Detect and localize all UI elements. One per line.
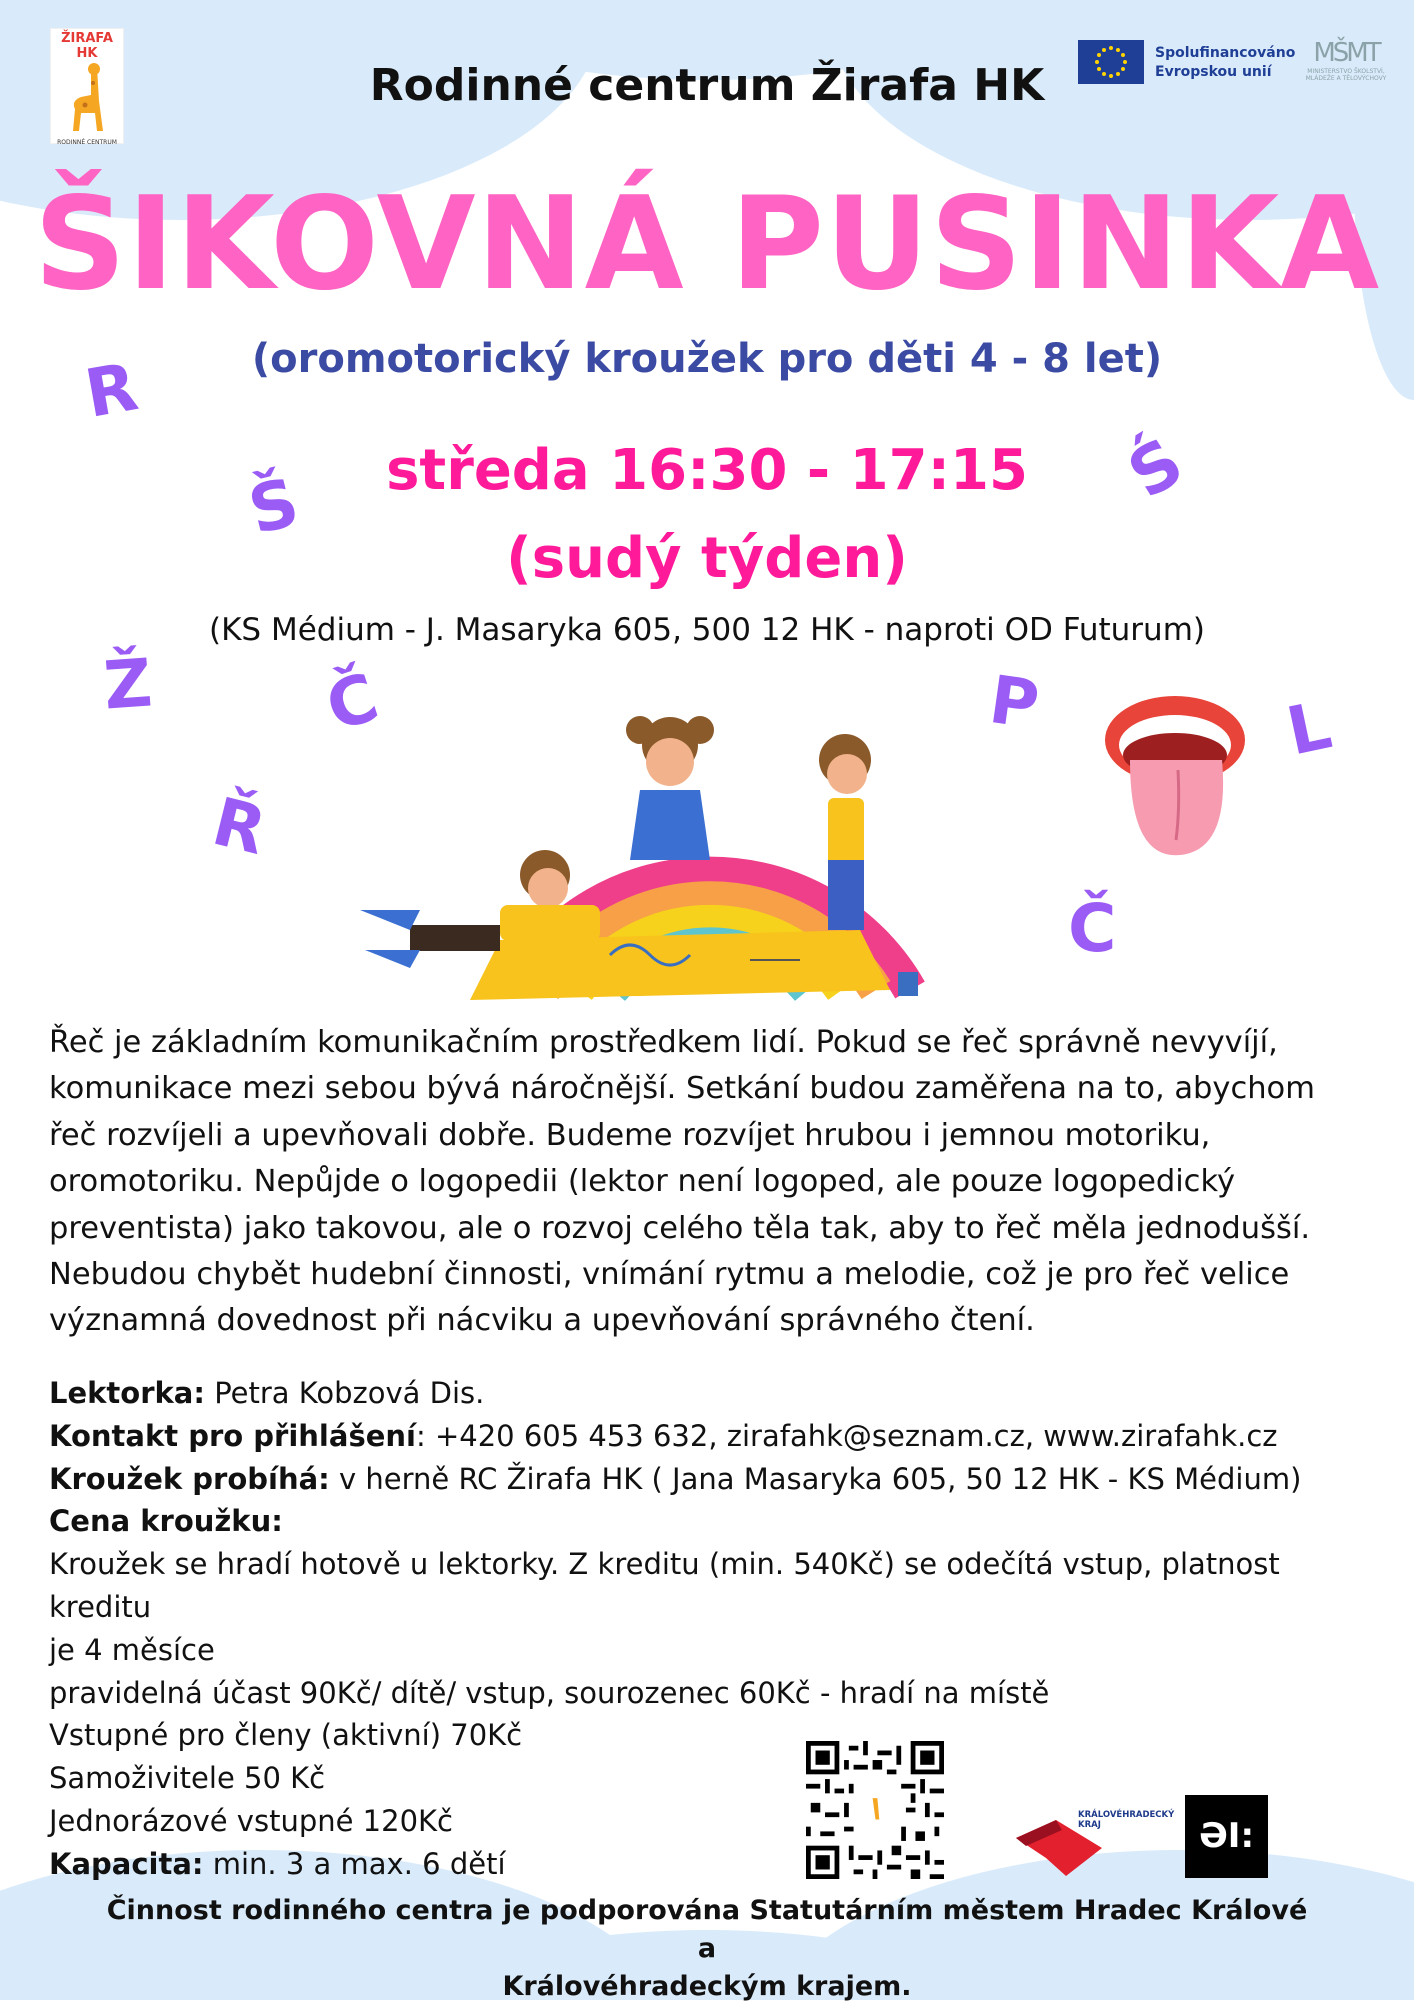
price-heading: Cena kroužku: [49, 1504, 283, 1539]
hk-city-logo: ƏI: [1185, 1795, 1268, 1878]
floating-letter: Ř [205, 782, 274, 871]
floating-letter: Č [1068, 890, 1117, 967]
floating-letter: Ž [101, 644, 155, 725]
description-line: komunikace mezi sebou bývá náročnější. Setkání budou zaměřena na to, abychom [49, 1071, 1315, 1107]
description-paragraph [49, 1020, 1369, 1345]
info-block [49, 1372, 1379, 1886]
footer-line: Královéhradeckým krajem. [502, 1971, 912, 2002]
floating-letter: L [1280, 686, 1338, 771]
venue-row: Kroužek probíhá: v herně RC Žirafa HK ( Jana Masaryka 605, 50 12 HK - KS Médium) [49, 1461, 1302, 1496]
price-line: Kroužek se hradí hotově u lektorky. Z kreditu (min. 540Kč) se odečítá vstup, platnost kreditu [49, 1547, 1280, 1624]
kraj-label: KRÁLOVÉHRADECKÝ KRAJ [1078, 1810, 1175, 1830]
price-line: je 4 měsíce [49, 1632, 215, 1667]
msmt-text: MINISTERSTVO ŠKOLSTVÍ, MLÁDEŽE A TĚLOVÝCHOVY [1305, 68, 1387, 82]
footer-line: Činnost rodinného centra je podporována Statutárním městem Hradec Králové a [106, 1895, 1308, 1964]
lecturer-row: Lektorka: Petra Kobzová Dis. [49, 1376, 485, 1410]
description-line: preventista) jako takovou, ale o rozvoj celého těla tak, aby to řeč měla jednodušší. [49, 1210, 1311, 1246]
contact-row: Kontakt pro přihlášení: +420 605 453 632, zirafahk@seznam.cz, www.zirafahk.cz [49, 1418, 1278, 1453]
logo-subtitle: RODINNÉ CENTRUM [57, 139, 117, 146]
event-address: (KS Médium - J. Masaryka 605, 500 12 HK - naproti OD Futurum) [209, 612, 1205, 648]
capacity-row: Kapacita: min. 3 a max. 6 dětí [49, 1846, 506, 1881]
description-line: Nebudou chybět hudební činnosti, vnímání rytmu a melodie, což je pro řeč velice [49, 1257, 1290, 1293]
event-title: ŠIKOVNÁ PUSINKA [33, 170, 1381, 319]
tongue-mouth-illustration [1100, 690, 1250, 860]
event-subtitle: (oromotorický kroužek pro děti 4 - 8 let) [251, 336, 1163, 382]
footer-note [100, 1892, 1314, 2006]
logo-name: ŽIRAFA HK [61, 31, 113, 61]
floating-letter: R [79, 348, 144, 433]
qr-code[interactable] [806, 1741, 944, 1879]
rainbow-kids-illustration [350, 700, 940, 1010]
floating-letter: Š [241, 463, 307, 550]
floating-letter: Č [317, 658, 388, 747]
description-line: významná dovednost při nácviku a upevňování správného čtení. [49, 1303, 1035, 1339]
eu-label: Spolufinancováno Evropskou unií [1155, 45, 1296, 80]
event-week: (sudý týden) [506, 526, 908, 591]
price-line: Jednorázové vstupné 120Kč [49, 1803, 453, 1838]
msmt-mark: MŠMT [1313, 38, 1379, 68]
floating-letter: Ś [1115, 423, 1197, 514]
description-line: Řeč je základním komunikačním prostředkem lidí. Pokud se řeč správně nevyvíjí, [49, 1025, 1278, 1060]
description-line: řeč rozvíjeli a upevňovali dobře. Budeme rozvíjet hrubou i jemnou motoriku, [49, 1117, 1211, 1153]
description-line: oromotoriku. Nepůjde o logopedii (lektor není logoped, ale pouze logopedický [49, 1164, 1236, 1200]
event-time: středa 16:30 - 17:15 [386, 438, 1028, 503]
price-line: pravidelná účast 90Kč/ dítě/ vstup, sourozenec 60Kč - hradí na místě [49, 1675, 1050, 1710]
org-title: Rodinné centrum Žirafa HK [369, 60, 1045, 111]
price-line: Samoživitele 50 Kč [49, 1761, 326, 1796]
price-line: Vstupné pro členy (aktivní) 70Kč [49, 1718, 523, 1753]
floating-letter: P [984, 661, 1044, 744]
